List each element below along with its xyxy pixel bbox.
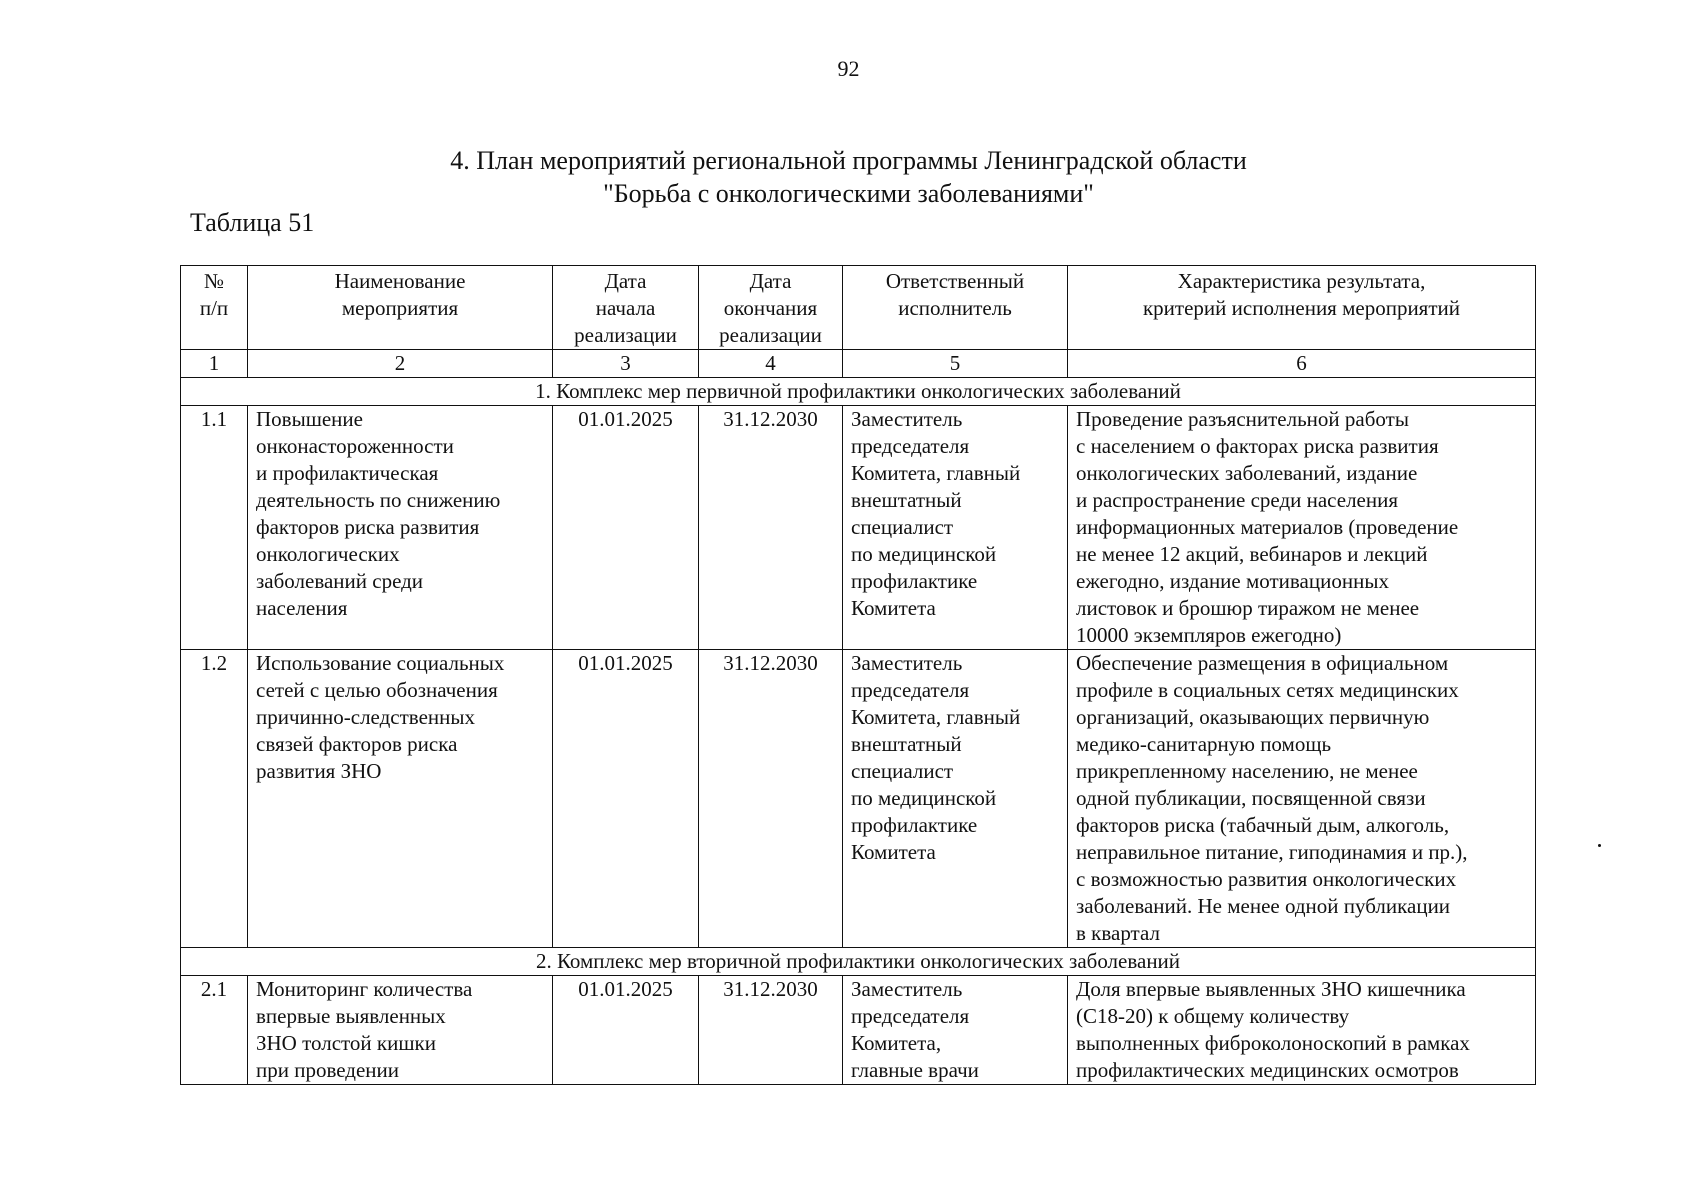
page-title xyxy=(0,144,1697,210)
text-line: связей факторов риска xyxy=(256,732,458,756)
header-num xyxy=(181,266,248,350)
text-line: профиле в социальных сетях медицинских xyxy=(1076,678,1459,702)
text-line: ежегодно, издание мотивационных xyxy=(1076,569,1389,593)
text-line: Повышение xyxy=(256,407,363,431)
text-line: прикрепленному населению, не менее xyxy=(1076,759,1418,783)
column-number: 1 xyxy=(181,350,248,378)
text-line: Комитета, главный xyxy=(851,705,1021,729)
header-name-line: Наименование xyxy=(334,269,466,293)
text-line: онкологических xyxy=(256,542,400,566)
start-date: 01.01.2025 xyxy=(553,650,699,948)
column-number: 4 xyxy=(699,350,843,378)
result xyxy=(1068,406,1536,650)
row-number: 1.2 xyxy=(181,650,248,948)
text-line: факторов риска (табачный дым, алкоголь, xyxy=(1076,813,1450,837)
text-line: Комитета, xyxy=(851,1031,942,1055)
result xyxy=(1068,650,1536,948)
text-line: (С18-20) к общему количеству xyxy=(1076,1004,1350,1028)
text-line: по медицинской xyxy=(851,542,997,566)
text-line: 10000 экземпляров ежегодно) xyxy=(1076,623,1342,647)
column-number: 3 xyxy=(553,350,699,378)
text-line: профилактике xyxy=(851,569,978,593)
row-number: 1.1 xyxy=(181,406,248,650)
text-line: Заместитель xyxy=(851,977,963,1001)
header-result-line: критерий исполнения мероприятий xyxy=(1142,296,1460,320)
header-start-line: реализации xyxy=(574,323,677,347)
text-line: при проведении xyxy=(256,1058,400,1082)
text-line: одной публикации, посвященной связи xyxy=(1076,786,1426,810)
text-line: медико-санитарную помощь xyxy=(1076,732,1332,756)
start-date: 01.01.2025 xyxy=(553,406,699,650)
text-line: заболеваний. Не менее одной публикации xyxy=(1076,894,1451,918)
page-title-line-2: "Борьба с онкологическими заболеваниями" xyxy=(603,179,1094,208)
header-result xyxy=(1068,266,1536,350)
measure-name xyxy=(248,976,553,1085)
responsible xyxy=(843,406,1068,650)
measure-name xyxy=(248,406,553,650)
header-end-line: окончания xyxy=(723,296,818,320)
text-line: онконастороженности xyxy=(256,434,454,458)
section-title: 2. Комплекс мер вторичной профилактики онкологических заболеваний xyxy=(181,948,1536,976)
text-line: причинно-следственных xyxy=(256,705,475,729)
column-number: 6 xyxy=(1068,350,1536,378)
end-date: 31.12.2030 xyxy=(699,976,843,1085)
text-line: Использование социальных xyxy=(256,651,505,675)
row-number: 2.1 xyxy=(181,976,248,1085)
text-line: Доля впервые выявленных ЗНО кишечника xyxy=(1076,977,1466,1001)
header-responsible xyxy=(843,266,1068,350)
table-row xyxy=(181,976,1536,1085)
text-line: председателя xyxy=(851,678,970,702)
text-line: листовок и брошюр тиражом не менее xyxy=(1076,596,1420,620)
header-num-line: № xyxy=(203,269,225,293)
text-line: онкологических заболеваний, издание xyxy=(1076,461,1418,485)
text-line: председателя xyxy=(851,434,970,458)
text-line: профилактике xyxy=(851,813,978,837)
text-line: населения xyxy=(256,596,348,620)
header-end-line: реализации xyxy=(719,323,822,347)
text-line: Заместитель xyxy=(851,651,963,675)
text-line: Проведение разъяснительной работы xyxy=(1076,407,1409,431)
text-line: выполненных фиброколоноскопий в рамках xyxy=(1076,1031,1470,1055)
text-line: по медицинской xyxy=(851,786,997,810)
result xyxy=(1068,976,1536,1085)
header-start-line: Дата xyxy=(604,269,647,293)
column-number: 2 xyxy=(248,350,553,378)
column-number: 5 xyxy=(843,350,1068,378)
text-line: Комитета, главный xyxy=(851,461,1021,485)
text-line: организаций, оказывающих первичную xyxy=(1076,705,1430,729)
table-row xyxy=(181,650,1536,948)
text-line: главные врачи xyxy=(851,1058,979,1082)
header-num-line: п/п xyxy=(199,296,229,320)
measures-table xyxy=(180,265,1536,1085)
header-end-line: Дата xyxy=(749,269,792,293)
text-line: внештатный xyxy=(851,488,962,512)
text-line: с возможностью развития онкологических xyxy=(1076,867,1457,891)
text-line: деятельность по снижению xyxy=(256,488,501,512)
text-line: председателя xyxy=(851,1004,970,1028)
text-line: Комитета xyxy=(851,840,936,864)
text-line: не менее 12 акций, вебинаров и лекций xyxy=(1076,542,1428,566)
text-line: ЗНО толстой кишки xyxy=(256,1031,436,1055)
scan-dot xyxy=(1598,844,1601,847)
header-responsible-line: исполнитель xyxy=(898,296,1012,320)
text-line: профилактических медицинских осмотров xyxy=(1076,1058,1459,1082)
header-name xyxy=(248,266,553,350)
text-line: внештатный xyxy=(851,732,962,756)
text-line: впервые выявленных xyxy=(256,1004,446,1028)
responsible xyxy=(843,976,1068,1085)
section-row xyxy=(181,948,1536,976)
text-line: развития ЗНО xyxy=(256,759,382,783)
text-line: специалист xyxy=(851,759,954,783)
text-line: Комитета xyxy=(851,596,936,620)
measure-name xyxy=(248,650,553,948)
column-numbers-row xyxy=(181,350,1536,378)
text-line: и профилактическая xyxy=(256,461,439,485)
text-line: специалист xyxy=(851,515,954,539)
text-line: и распространение среди населения xyxy=(1076,488,1399,512)
table-row xyxy=(181,406,1536,650)
end-date: 31.12.2030 xyxy=(699,650,843,948)
section-row xyxy=(181,378,1536,406)
header-start-date xyxy=(553,266,699,350)
text-line: Обеспечение размещения в официальном xyxy=(1076,651,1449,675)
page-number: 92 xyxy=(837,56,860,81)
text-line: информационных материалов (проведение xyxy=(1076,515,1459,539)
header-name-line: мероприятия xyxy=(341,296,459,320)
section-title: 1. Комплекс мер первичной профилактики онкологических заболеваний xyxy=(181,378,1536,406)
text-line: сетей с целью обозначения xyxy=(256,678,498,702)
start-date: 01.01.2025 xyxy=(553,976,699,1085)
text-line: в квартал xyxy=(1076,921,1160,945)
text-line: неправильное питание, гиподинамия и пр.), xyxy=(1076,840,1468,864)
header-result-line: Характеристика результата, xyxy=(1177,269,1426,293)
header-end-date xyxy=(699,266,843,350)
text-line: с населением о факторах риска развития xyxy=(1076,434,1439,458)
header-responsible-line: Ответственный xyxy=(885,269,1025,293)
text-line: Заместитель xyxy=(851,407,963,431)
text-line: Мониторинг количества xyxy=(256,977,473,1001)
table-caption: Таблица 51 xyxy=(190,208,315,237)
page-title-line-1: 4. План мероприятий региональной программы Ленинградской области xyxy=(450,146,1247,175)
end-date: 31.12.2030 xyxy=(699,406,843,650)
responsible xyxy=(843,650,1068,948)
table-header-row xyxy=(181,266,1536,350)
text-line: заболеваний среди xyxy=(256,569,424,593)
text-line: факторов риска развития xyxy=(256,515,480,539)
header-start-line: начала xyxy=(595,296,656,320)
